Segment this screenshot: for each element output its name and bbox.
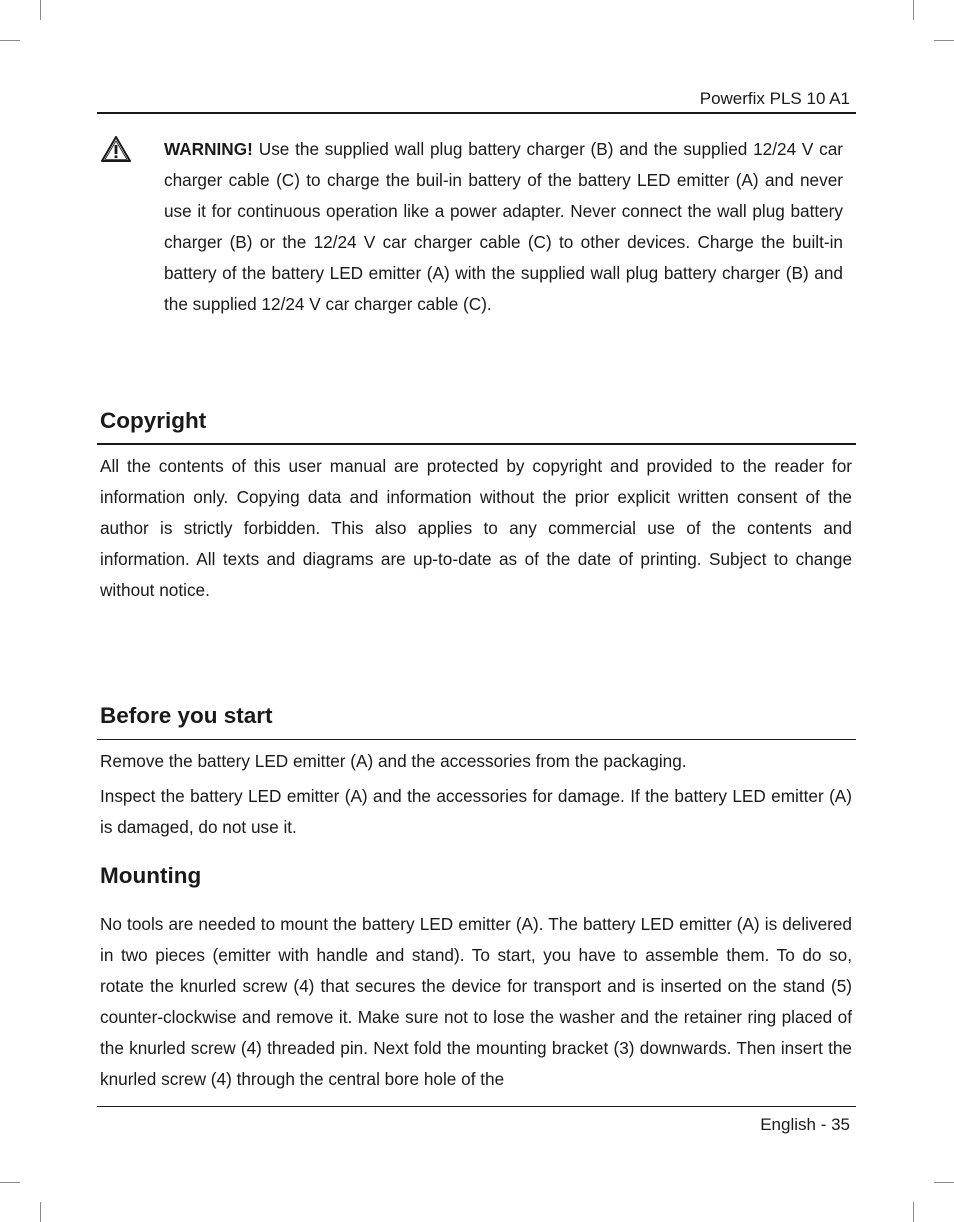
header-rule (97, 112, 856, 114)
warning-label: WARNING! (164, 139, 253, 159)
section-heading-before-you-start: Before you start (100, 703, 273, 728)
before-start-paragraph-1: Remove the battery LED emitter (A) and the accessories from the packaging. (100, 751, 687, 771)
copyright-paragraph: All the contents of this user manual are protected by copyright and provided to the reader for information only. Copying data and information without the prior explicit written consent of the author is strictly forbidden. This also applies to any commercial use of the contents and information. All texts and diagrams are up-to-date as of the date of printing. Subject to change without notice. (100, 456, 852, 600)
section-heading-mounting: Mounting (100, 863, 202, 888)
section-rule (97, 739, 856, 740)
crop-mark (913, 0, 914, 20)
crop-mark (40, 0, 41, 20)
crop-mark (913, 1202, 914, 1222)
section-heading-copyright: Copyright (100, 408, 207, 433)
page-number: English - 35 (760, 1115, 850, 1134)
crop-mark (40, 1202, 41, 1222)
crop-mark (934, 1182, 954, 1183)
warning-body: Use the supplied wall plug battery charger (B) and the supplied 12/24 V car charger cable (C) to charge the buil-in battery of the battery LED emitter (A) and never use it for continuous operation like a power adapter. Never connect the wall plug battery charger (B) or the 12/24 V car charger cable (C) to other devices. Charge the built-in battery of the battery LED emitter (A) with the supplied wall plug battery charger (B) and the supplied 12/24 V car charger cable (C). (164, 139, 843, 314)
warning-paragraph (164, 134, 843, 320)
footer-rule (97, 1106, 856, 1107)
before-start-paragraph-2: Inspect the battery LED emitter (A) and the accessories for damage. If the battery LED emitter (A) is damaged, do not use it. (100, 786, 852, 837)
running-header: Powerfix PLS 10 A1 (699, 89, 850, 108)
crop-mark (0, 1182, 20, 1183)
mounting-paragraph: No tools are needed to mount the battery LED emitter (A). The battery LED emitter (A) is delivered in two pieces (emitter with handle and stand). To start, you have to assemble them. To do so, rotate the knurled screw (4) that secures the device for transport and is inserted on the stand (5) counter-clockwise and remove it. Make sure not to lose the washer and the retainer ring placed of the knurled screw (4) threaded pin. Next fold the mounting bracket (3) downwards. Then insert the knurled screw (4) through the central bore hole of the (100, 914, 852, 1089)
crop-mark (0, 40, 20, 41)
section-rule (97, 443, 856, 445)
crop-mark (934, 40, 954, 41)
warning-triangle-icon (100, 135, 132, 163)
